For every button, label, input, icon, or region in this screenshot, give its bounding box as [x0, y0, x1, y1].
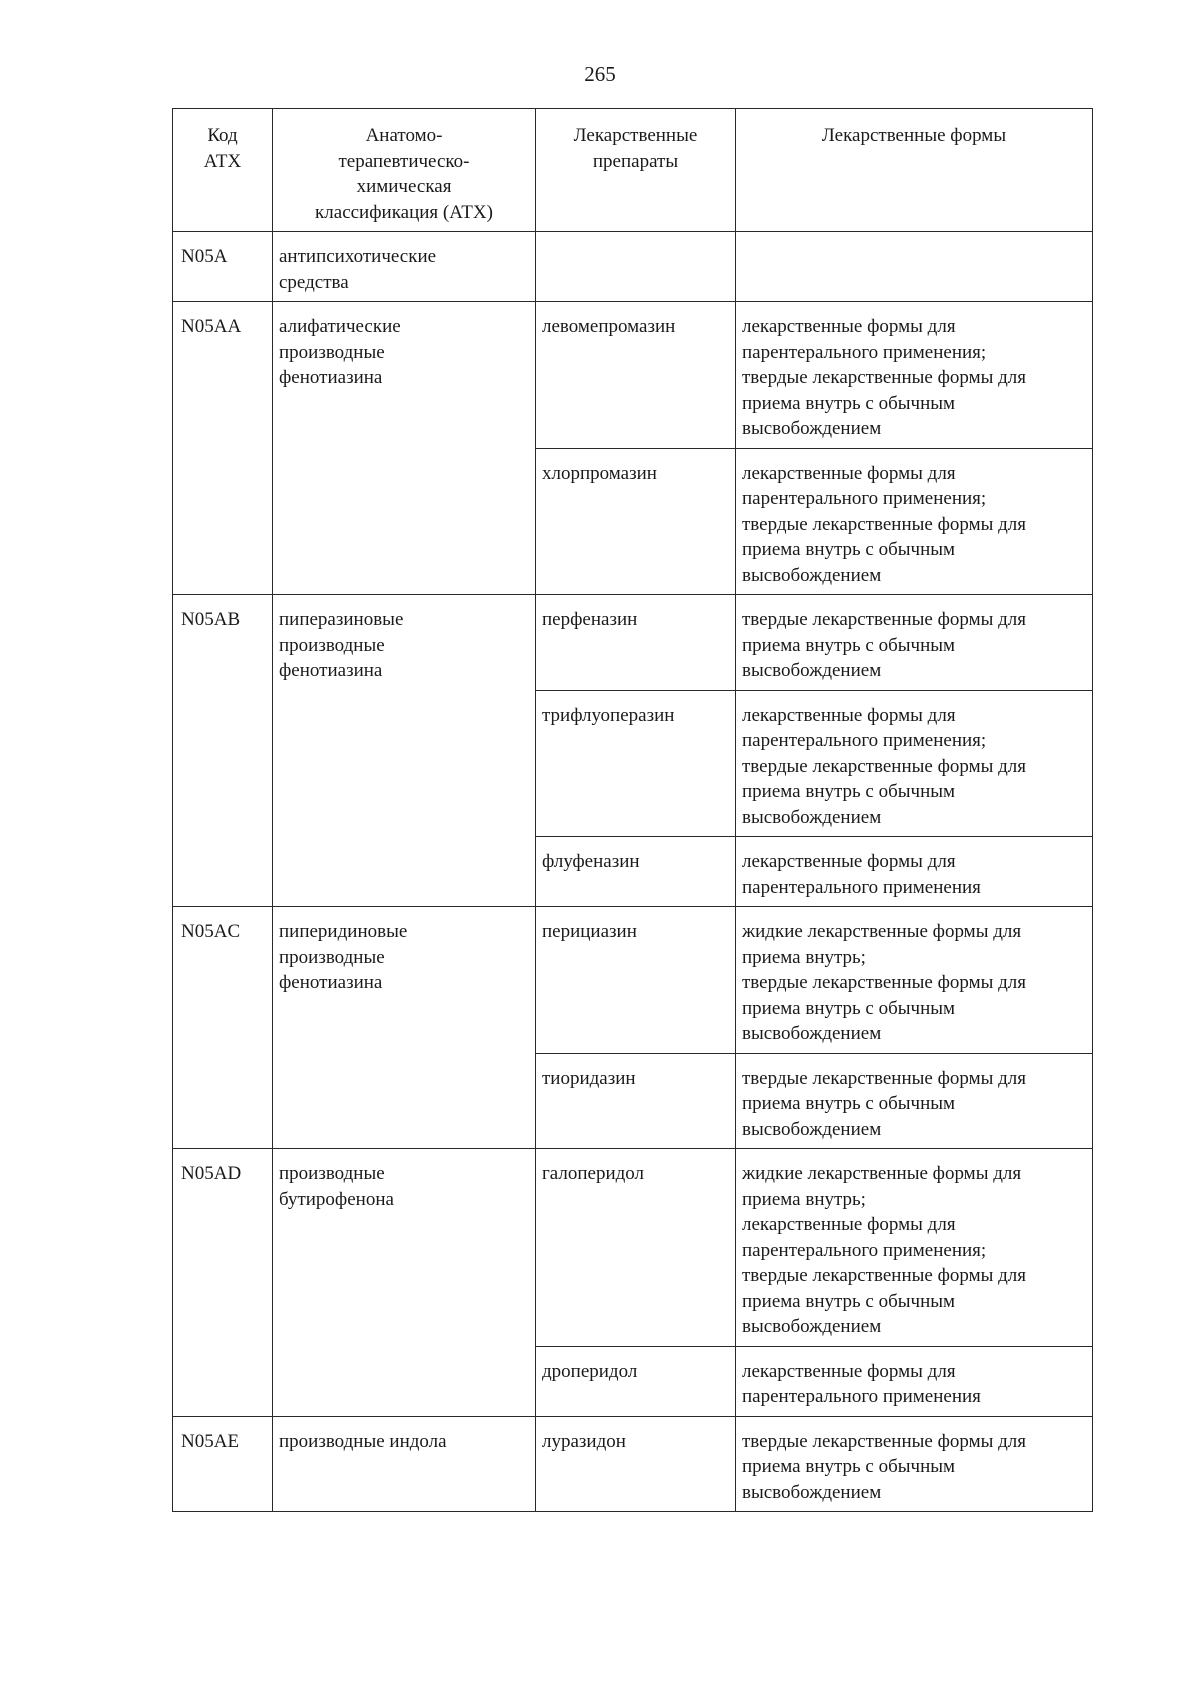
- classification-cell: [273, 1416, 536, 1512]
- text-line: производные: [279, 946, 385, 968]
- text-line: лекарственные формы для: [742, 316, 956, 337]
- drug-cell: хлорпромазин: [536, 448, 736, 595]
- drug-cell: галоперидол: [536, 1149, 736, 1347]
- text-line: приема внутрь с обычным: [742, 781, 956, 802]
- text-line: парентерального применения;: [742, 1239, 987, 1261]
- text-line: пиперазиновые: [279, 609, 404, 630]
- text-line: бутирофенона: [279, 1188, 394, 1210]
- classification-cell: [273, 302, 536, 595]
- text-line: лекарственные формы для: [742, 1214, 956, 1235]
- text-line: приема внутрь;: [742, 1188, 866, 1210]
- dosage-forms-cell: [736, 1149, 1093, 1347]
- text-line: пиперидиновые: [279, 921, 408, 942]
- text-line: Анатомо-: [365, 125, 443, 146]
- text-line: твердые лекарственные формы для: [742, 755, 1027, 777]
- dosage-forms-cell: [736, 1416, 1093, 1512]
- atc-code-cell: N05AE: [173, 1416, 273, 1512]
- drug-cell: перициазин: [536, 907, 736, 1054]
- text-line: алифатические: [279, 316, 401, 337]
- table-body: [173, 232, 1093, 1512]
- text-line: твердые лекарственные формы для: [742, 367, 1027, 388]
- text-line: твердые лекарственные формы для: [742, 609, 1027, 630]
- text-line: твердые лекарственные формы для: [742, 1067, 1027, 1089]
- atc-code-cell: N05AD: [173, 1149, 273, 1417]
- dosage-forms-cell: [736, 302, 1093, 449]
- text-line: высвобождением: [742, 1118, 882, 1140]
- table-row: [173, 907, 1093, 1054]
- dosage-forms-cell: [736, 448, 1093, 595]
- text-line: производные индола: [279, 1430, 447, 1452]
- text-line: фенотиазина: [279, 972, 383, 993]
- dosage-forms-cell: [736, 690, 1093, 837]
- classification-cell: [273, 907, 536, 1149]
- text-line: терапевтическо-: [338, 150, 470, 172]
- dosage-forms-cell: [736, 837, 1093, 907]
- header-code: [173, 109, 273, 232]
- text-line: парентерального применения;: [742, 488, 987, 509]
- text-line: жидкие лекарственные формы для: [742, 921, 1022, 942]
- header-drugs: [536, 109, 736, 232]
- classification-cell: [273, 595, 536, 907]
- text-line: жидкие лекарственные формы для: [742, 1163, 1022, 1184]
- header-classification: [273, 109, 536, 232]
- table-row: [173, 302, 1093, 449]
- page-number: 265: [584, 62, 616, 86]
- table-row: [173, 1149, 1093, 1347]
- text-line: лекарственные формы для: [742, 462, 956, 484]
- text-line: приема внутрь;: [742, 946, 866, 968]
- text-line: твердые лекарственные формы для: [742, 1430, 1027, 1452]
- text-line: фенотиазина: [279, 660, 383, 681]
- dosage-forms-cell: [736, 1346, 1093, 1416]
- dosage-forms-cell: [736, 907, 1093, 1054]
- text-line: классификация (АТХ): [315, 201, 493, 223]
- text-line: высвобождением: [742, 1023, 882, 1044]
- classification-cell: [273, 232, 536, 302]
- text-line: Лекарственные формы: [821, 125, 1007, 146]
- text-line: производные: [279, 634, 385, 656]
- text-line: АТХ: [203, 150, 242, 172]
- atc-table: [172, 108, 1093, 1512]
- text-line: приема внутрь с обычным: [742, 539, 956, 560]
- text-line: производные: [279, 1163, 385, 1184]
- atc-code-cell: N05AB: [173, 595, 273, 907]
- text-line: приема внутрь с обычным: [742, 1093, 956, 1114]
- text-line: фенотиазина: [279, 367, 383, 388]
- text-line: парентерального применения;: [742, 341, 987, 363]
- text-line: препараты: [592, 150, 679, 172]
- atc-code-cell: N05A: [173, 232, 273, 302]
- text-line: лекарственные формы для: [742, 704, 956, 726]
- dosage-forms-cell: [736, 595, 1093, 691]
- text-line: Лекарственные: [573, 125, 698, 146]
- text-line: приема внутрь с обычным: [742, 1456, 956, 1477]
- text-line: средства: [279, 271, 349, 293]
- text-line: парентерального применения;: [742, 730, 987, 751]
- drug-cell: дроперидол: [536, 1346, 736, 1416]
- text-line: высвобождением: [742, 1481, 882, 1503]
- header-row: [173, 109, 1093, 232]
- drug-cell: левомепромазин: [536, 302, 736, 449]
- text-line: антипсихотические: [279, 246, 437, 267]
- header-forms: [736, 109, 1093, 232]
- drug-cell: луразидон: [536, 1416, 736, 1512]
- dosage-forms-cell: [736, 1053, 1093, 1149]
- text-line: парентерального применения: [742, 1386, 981, 1407]
- drug-cell: трифлуоперазин: [536, 690, 736, 837]
- text-line: лекарственные формы для: [742, 1360, 956, 1382]
- text-line: приема внутрь с обычным: [742, 392, 956, 414]
- table-row: [173, 595, 1093, 691]
- table-row: [173, 232, 1093, 302]
- text-line: парентерального применения: [742, 876, 981, 898]
- text-line: твердые лекарственные формы для: [742, 1265, 1027, 1286]
- text-line: Код: [207, 125, 238, 146]
- text-line: приема внутрь с обычным: [742, 634, 956, 656]
- text-line: твердые лекарственные формы для: [742, 972, 1027, 993]
- classification-cell: [273, 1149, 536, 1417]
- text-line: высвобождением: [742, 1316, 882, 1337]
- text-line: твердые лекарственные формы для: [742, 513, 1027, 535]
- atc-code-cell: N05AA: [173, 302, 273, 595]
- text-line: высвобождением: [742, 806, 882, 828]
- dosage-forms-cell: [736, 232, 1093, 302]
- drug-cell: тиоридазин: [536, 1053, 736, 1149]
- text-line: высвобождением: [742, 660, 882, 681]
- text-line: приема внутрь с обычным: [742, 1290, 956, 1312]
- text-line: приема внутрь с обычным: [742, 997, 956, 1019]
- text-line: высвобождением: [742, 564, 882, 586]
- text-line: химическая: [356, 176, 452, 197]
- text-line: высвобождением: [742, 418, 882, 439]
- text-line: лекарственные формы для: [742, 851, 956, 872]
- text-line: производные: [279, 341, 385, 363]
- drug-cell: [536, 232, 736, 302]
- table-row: [173, 1416, 1093, 1512]
- drug-cell: перфеназин: [536, 595, 736, 691]
- atc-code-cell: N05AC: [173, 907, 273, 1149]
- drug-cell: флуфеназин: [536, 837, 736, 907]
